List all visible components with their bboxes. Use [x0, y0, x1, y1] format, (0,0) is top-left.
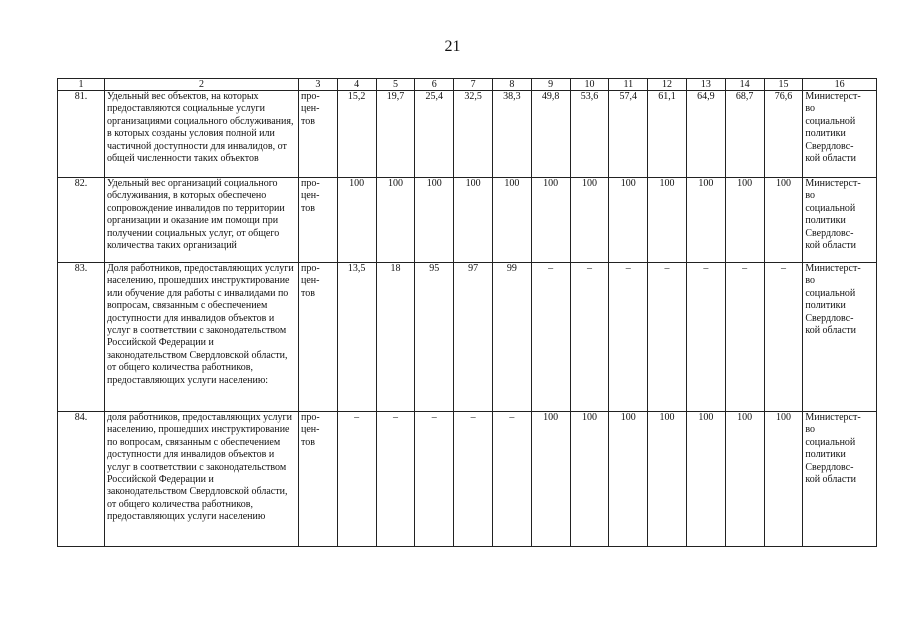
indicators-table	[57, 78, 877, 547]
column-header-7: 7	[454, 79, 493, 91]
header-row	[58, 79, 877, 91]
column-header-6: 6	[415, 79, 454, 91]
table-row	[58, 178, 877, 263]
indicator-name: Доля работников, предоставляющих услуги населению, прошедших инструктирование или обучение для работы с инвалидами по вопросам, связанным с обеспечением доступности для инвалидов объектов и услуг в соответствии с законодательством Российской Федерации и законодательством Свердловской области, от общего количества работников, предоставляющих услуги населению:	[104, 263, 298, 412]
value-cell: 100	[492, 178, 531, 263]
unit-of-measure: про- цен- тов	[298, 91, 337, 178]
table-body	[58, 91, 877, 547]
value-cell: –	[648, 263, 687, 412]
responsible-executor: Министерст- во социальной политики Свердловс- кой области	[803, 412, 877, 547]
value-cell: –	[454, 412, 493, 547]
value-cell: 97	[454, 263, 493, 412]
value-cell: 38,3	[492, 91, 531, 178]
value-cell: –	[376, 412, 415, 547]
column-header-11: 11	[609, 79, 648, 91]
column-header-1: 1	[58, 79, 105, 91]
responsible-executor: Министерст- во социальной политики Свердловс- кой области	[803, 263, 877, 412]
value-cell: 100	[454, 178, 493, 263]
value-cell: 100	[764, 178, 803, 263]
value-cell: 100	[570, 178, 609, 263]
unit-of-measure: про- цен- тов	[298, 178, 337, 263]
value-cell: 19,7	[376, 91, 415, 178]
responsible-executor: Министерст- во социальной политики Свердловс- кой области	[803, 91, 877, 178]
value-cell: 53,6	[570, 91, 609, 178]
value-cell: 49,8	[531, 91, 570, 178]
unit-of-measure: про- цен- тов	[298, 263, 337, 412]
value-cell: 100	[531, 412, 570, 547]
value-cell: 25,4	[415, 91, 454, 178]
table-row	[58, 91, 877, 178]
column-header-10: 10	[570, 79, 609, 91]
value-cell: 68,7	[725, 91, 764, 178]
value-cell: 100	[609, 178, 648, 263]
column-header-4: 4	[337, 79, 376, 91]
value-cell: –	[686, 263, 725, 412]
page-number: 21	[444, 38, 461, 55]
value-cell: –	[570, 263, 609, 412]
value-cell: –	[725, 263, 764, 412]
table-row	[58, 412, 877, 547]
value-cell: –	[492, 412, 531, 547]
value-cell: 100	[531, 178, 570, 263]
value-cell: –	[415, 412, 454, 547]
value-cell: 100	[725, 412, 764, 547]
value-cell: 61,1	[648, 91, 687, 178]
value-cell: 64,9	[686, 91, 725, 178]
table-header	[58, 79, 877, 91]
value-cell: 99	[492, 263, 531, 412]
column-header-16: 16	[803, 79, 877, 91]
column-header-14: 14	[725, 79, 764, 91]
column-header-3: 3	[298, 79, 337, 91]
row-number: 81.	[58, 91, 105, 178]
value-cell: 100	[376, 178, 415, 263]
column-header-2: 2	[104, 79, 298, 91]
column-header-12: 12	[648, 79, 687, 91]
value-cell: 100	[764, 412, 803, 547]
value-cell: 100	[609, 412, 648, 547]
value-cell: –	[764, 263, 803, 412]
value-cell: –	[609, 263, 648, 412]
value-cell: 100	[686, 178, 725, 263]
value-cell: 18	[376, 263, 415, 412]
value-cell: 15,2	[337, 91, 376, 178]
indicator-name: Удельный вес организаций социального обслуживания, в которых обеспечено сопровождение инвалидов по территории организации и оказание им помощи при получении социальных услуг, от общего количества таких организаций	[104, 178, 298, 263]
table-row	[58, 263, 877, 412]
value-cell: 13,5	[337, 263, 376, 412]
unit-of-measure: про- цен- тов	[298, 412, 337, 547]
value-cell: 76,6	[764, 91, 803, 178]
value-cell: 95	[415, 263, 454, 412]
column-header-9: 9	[531, 79, 570, 91]
column-header-15: 15	[764, 79, 803, 91]
value-cell: 100	[570, 412, 609, 547]
value-cell: –	[531, 263, 570, 412]
indicator-name: Удельный вес объектов, на которых предоставляются социальные услуги организациями социального обслуживания, в которых созданы условия полной или частичной доступности для инвалидов, от общей численности таких объектов	[104, 91, 298, 178]
row-number: 82.	[58, 178, 105, 263]
value-cell: 100	[415, 178, 454, 263]
row-number: 83.	[58, 263, 105, 412]
column-header-13: 13	[686, 79, 725, 91]
column-header-5: 5	[376, 79, 415, 91]
value-cell: 100	[686, 412, 725, 547]
row-number: 84.	[58, 412, 105, 547]
value-cell: 100	[725, 178, 764, 263]
value-cell: 100	[648, 178, 687, 263]
value-cell: 57,4	[609, 91, 648, 178]
value-cell: –	[337, 412, 376, 547]
responsible-executor: Министерст- во социальной политики Свердловс- кой области	[803, 178, 877, 263]
value-cell: 32,5	[454, 91, 493, 178]
column-header-8: 8	[492, 79, 531, 91]
indicator-name: доля работников, предоставляющих услуги населению, прошедших инструктирование по вопросам, связанным с обеспечением доступности для инвалидов объектов и услуг в соответствии с законодательством Российской Федерации и законодательством Свердловской области, от общего количества работников, предоставляющих услуги населению	[104, 412, 298, 547]
value-cell: 100	[337, 178, 376, 263]
value-cell: 100	[648, 412, 687, 547]
